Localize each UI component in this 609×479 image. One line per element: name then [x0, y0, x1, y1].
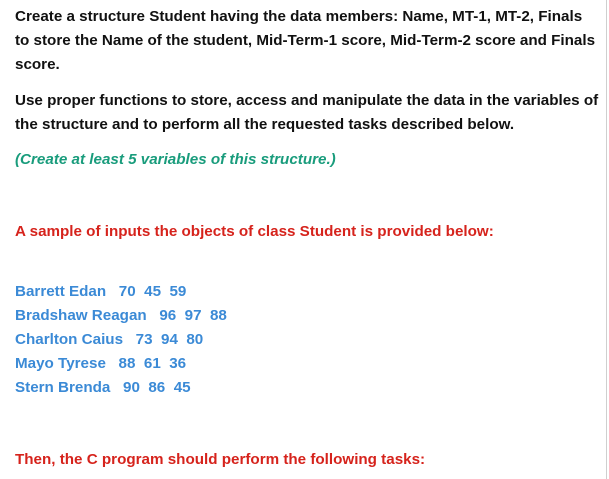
- instructions-paragraph: Use proper functions to store, access and manipulate the data in the variables of the structure and to perform all the requested tasks described below.: [15, 92, 599, 133]
- student-sample-list: [15, 280, 600, 400]
- intro-paragraph: Create a structure Student having the data members: Name, MT-1, MT-2, Finals to store the Name of the student, Mid-Term-1 score, Mid-Term-2 score and Finals score.: [15, 8, 596, 73]
- page-edge-divider: [606, 0, 607, 479]
- student-row: Charlton Caius 73 94 80: [15, 331, 204, 348]
- student-row: Mayo Tyrese 88 61 36: [15, 355, 187, 372]
- student-row: Barrett Edan 70 45 59: [15, 283, 187, 300]
- tasks-heading: Then, the C program should perform the following tasks:: [15, 451, 426, 468]
- note-text: (Create at least 5 variables of this structure.): [15, 151, 336, 168]
- student-row: Stern Brenda 90 86 45: [15, 379, 191, 396]
- sample-inputs-heading: A sample of inputs the objects of class Student is provided below:: [15, 223, 494, 240]
- student-row: Bradshaw Reagan 96 97 88: [15, 307, 227, 324]
